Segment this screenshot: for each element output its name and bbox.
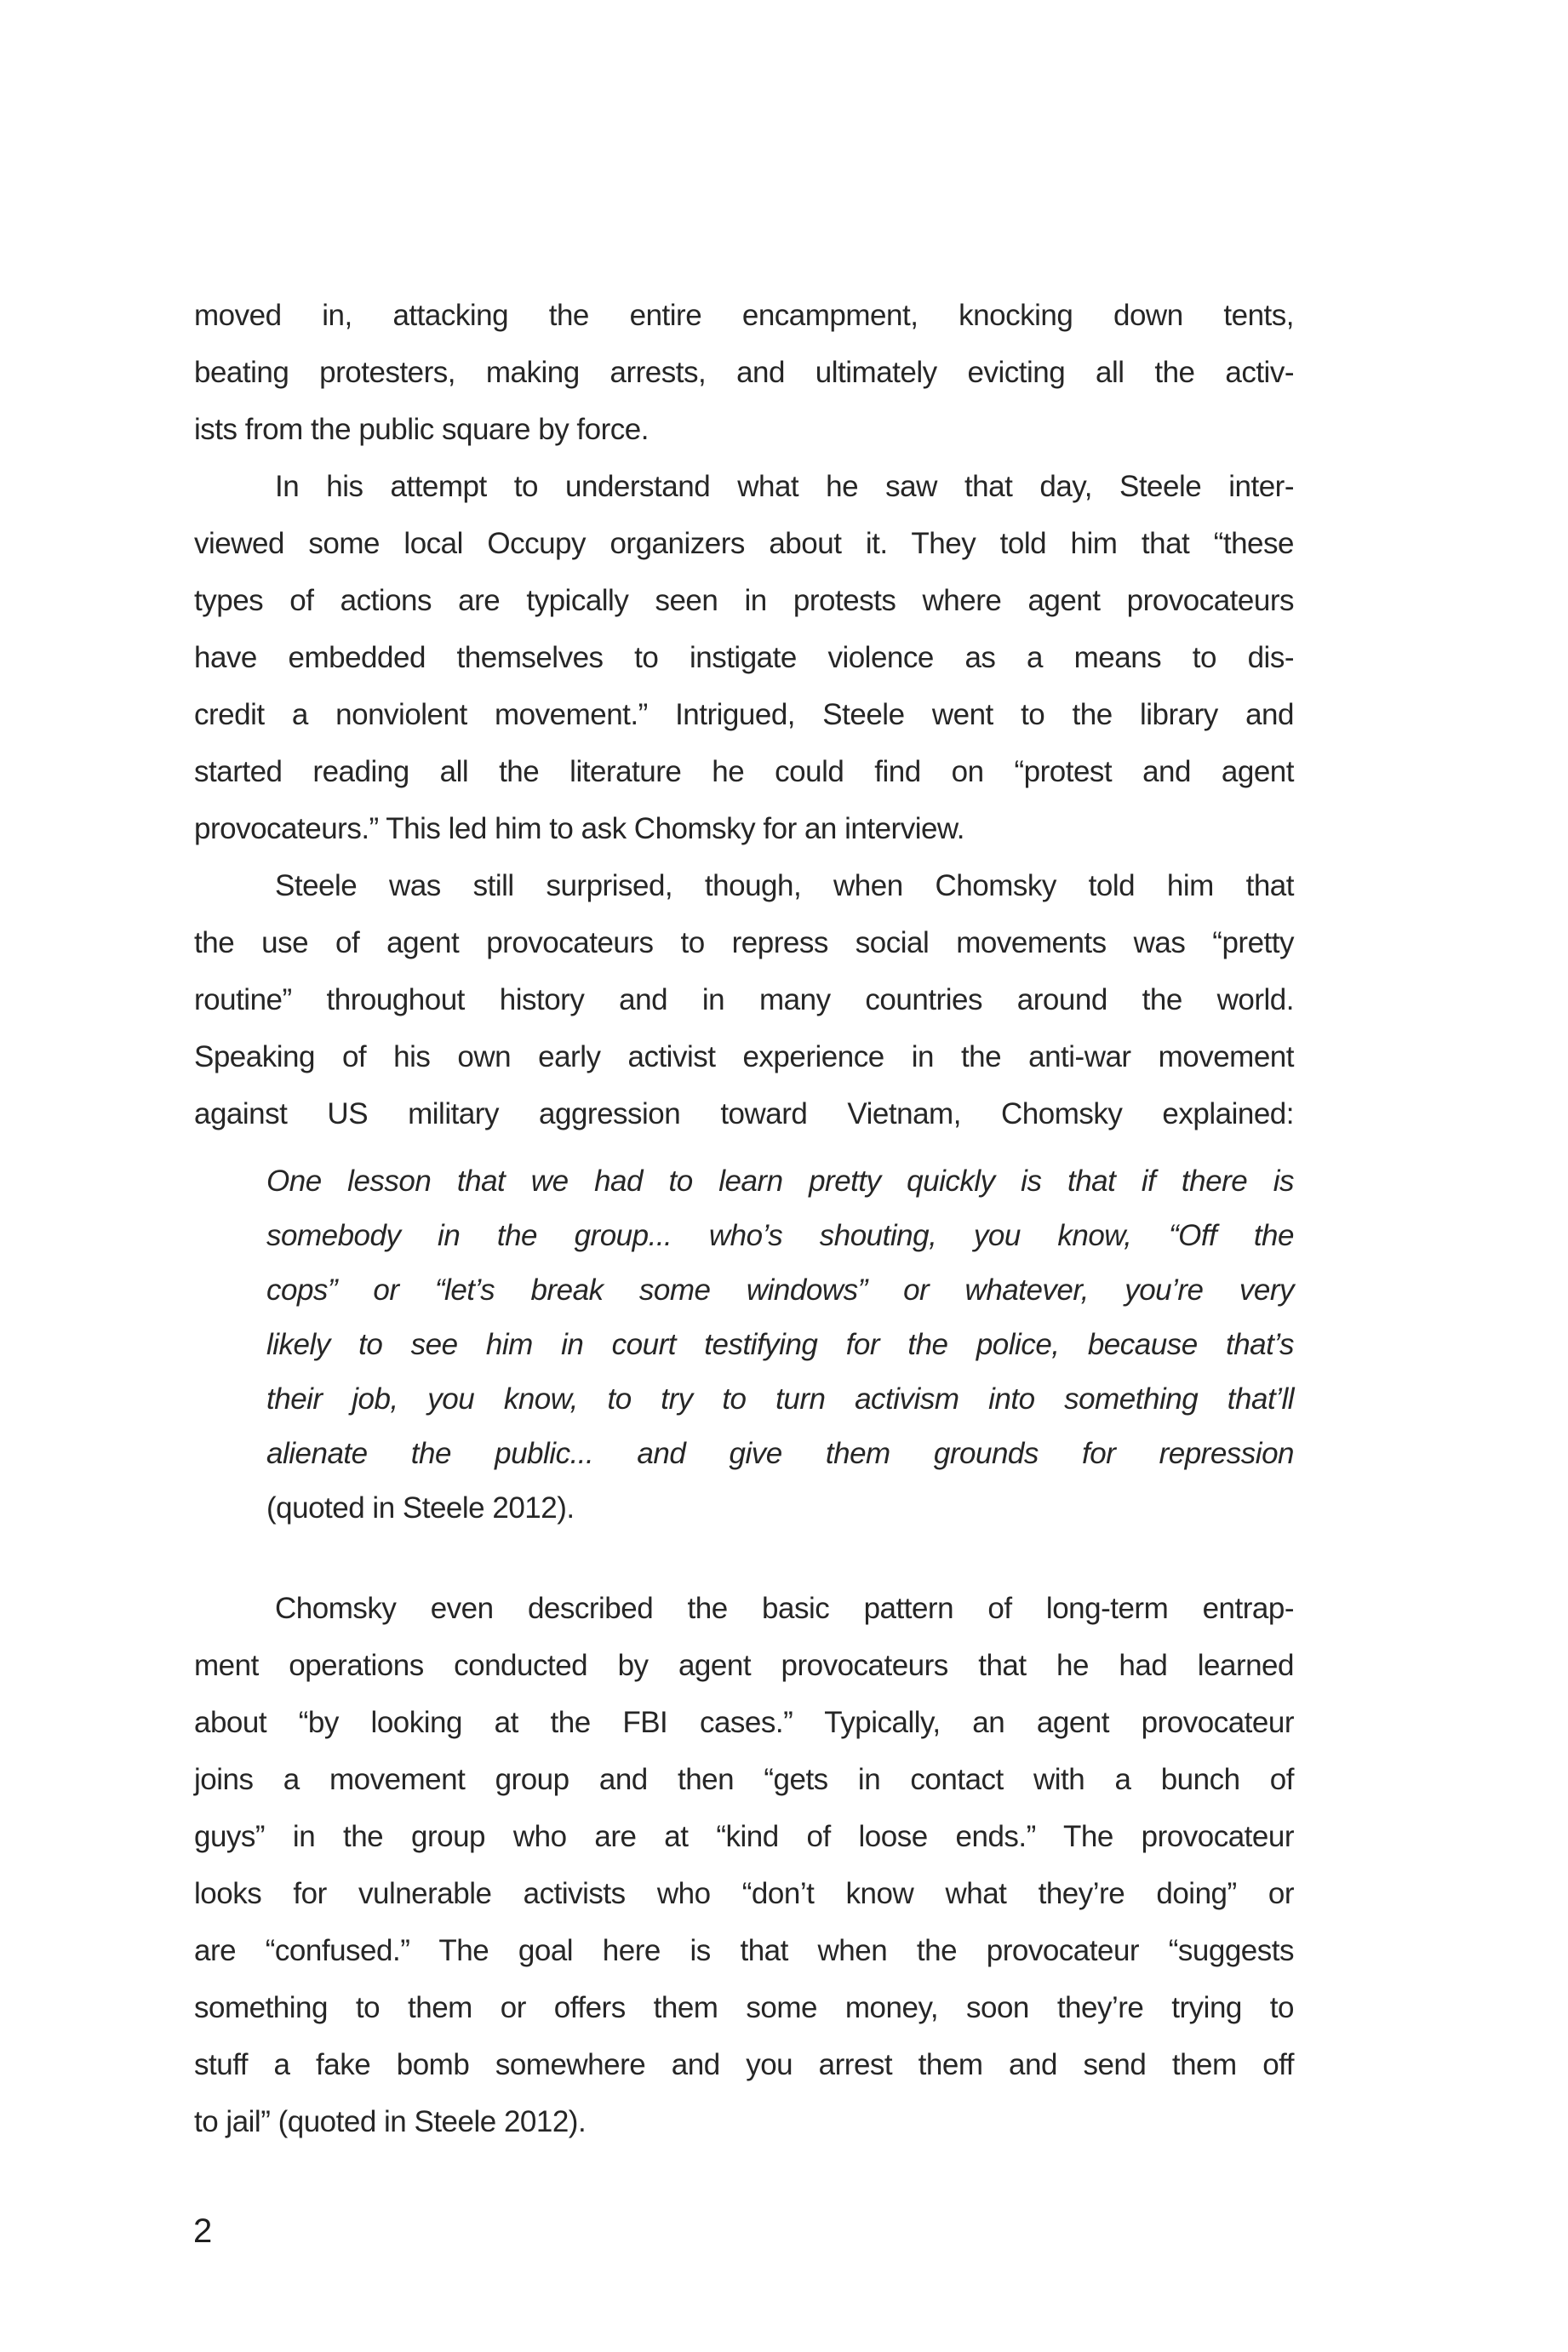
text-line: somebody in the group... who’s shouting, you know, “Off the bbox=[266, 1219, 1294, 1252]
body-paragraph bbox=[194, 287, 1294, 458]
body-paragraph bbox=[194, 1580, 1294, 2150]
text-line: their job, you know, to try to turn activism into something that’ll bbox=[266, 1382, 1294, 1416]
text-line: beating protesters, making arrests, and ultimately evicting all the activ- bbox=[194, 356, 1294, 389]
text-line: provocateurs.” This led him to ask Chomsky for an interview. bbox=[194, 812, 965, 845]
text-line: moved in, attacking the entire encampment, knocking down tents, bbox=[194, 299, 1294, 332]
text-line: to jail” (quoted in Steele 2012). bbox=[194, 2105, 587, 2138]
text-line: have embedded themselves to instigate violence as a means to dis- bbox=[194, 641, 1294, 674]
text-line: viewed some local Occupy organizers about it. They told him that “these bbox=[194, 527, 1294, 560]
text-line: about “by looking at the FBI cases.” Typically, an agent provocateur bbox=[194, 1706, 1294, 1739]
quote-attribution: (quoted in Steele 2012). bbox=[266, 1491, 575, 1525]
text-line: looks for vulnerable activists who “don’t know what they’re doing” or bbox=[194, 1877, 1294, 1910]
body-paragraph bbox=[194, 857, 1294, 1142]
page-number: 2 bbox=[193, 2212, 213, 2250]
text-column bbox=[194, 287, 1294, 2150]
text-line: likely to see him in court testifying for the police, because that’s bbox=[266, 1328, 1294, 1361]
text-line: Chomsky even described the basic pattern of long-term entrap- bbox=[275, 1592, 1294, 1625]
text-line: cops” or “let’s break some windows” or whatever, you’re very bbox=[266, 1273, 1294, 1307]
text-line: Steele was still surprised, though, when Chomsky told him that bbox=[275, 869, 1294, 902]
text-line: Speaking of his own early activist experience in the anti-war movement bbox=[194, 1040, 1294, 1073]
text-line: joins a movement group and then “gets in contact with a bunch of bbox=[194, 1763, 1294, 1796]
text-line: are “confused.” The goal here is that when the provocateur “suggests bbox=[194, 1934, 1294, 1967]
text-line: the use of agent provocateurs to repress social movements was “pretty bbox=[194, 926, 1294, 959]
text-line: against US military aggression toward Vietnam, Chomsky explained: bbox=[194, 1097, 1294, 1130]
text-line: stuff a fake bomb somewhere and you arrest them and send them off bbox=[194, 2048, 1294, 2081]
text-line: One lesson that we had to learn pretty quickly is that if there is bbox=[266, 1165, 1294, 1198]
text-line: credit a nonviolent movement.” Intrigued, Steele went to the library and bbox=[194, 698, 1294, 731]
text-line: ment operations conducted by agent provocateurs that he had learned bbox=[194, 1649, 1294, 1682]
text-line: In his attempt to understand what he saw that day, Steele inter- bbox=[275, 470, 1294, 503]
text-line: routine” throughout history and in many countries around the world. bbox=[194, 983, 1294, 1016]
text-line: guys” in the group who are at “kind of loose ends.” The provocateur bbox=[194, 1820, 1294, 1853]
block-quote bbox=[266, 1154, 1294, 1536]
text-line: types of actions are typically seen in protests where agent provocateurs bbox=[194, 584, 1294, 617]
text-line: started reading all the literature he could find on “protest and agent bbox=[194, 755, 1294, 788]
text-line: alienate the public... and give them grounds for repression bbox=[266, 1437, 1294, 1470]
body-paragraph bbox=[194, 458, 1294, 857]
text-line: ists from the public square by force. bbox=[194, 413, 649, 446]
text-line: something to them or offers them some money, soon they’re trying to bbox=[194, 1991, 1294, 2024]
